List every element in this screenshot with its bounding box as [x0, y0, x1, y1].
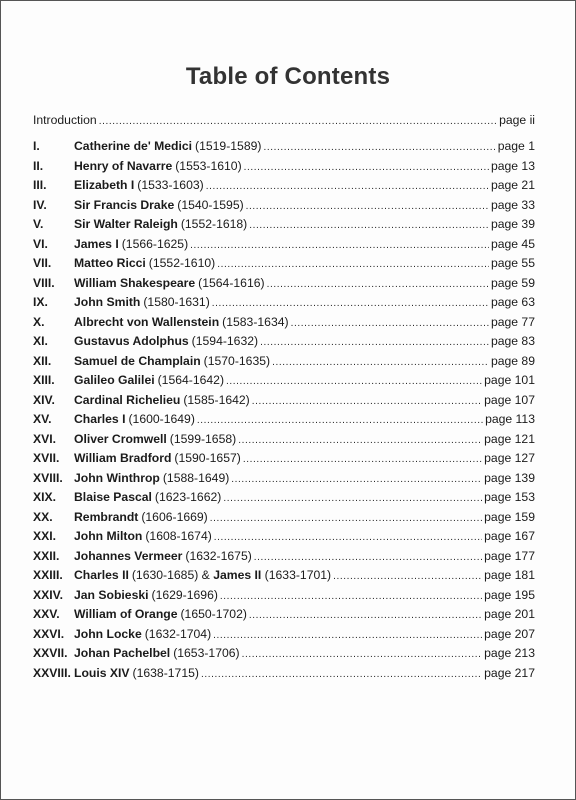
dot-leader [212, 293, 489, 314]
entry-number: XXIII. [33, 568, 63, 582]
entry-number: XV. [33, 412, 52, 426]
entry-number: VI. [33, 236, 48, 251]
toc-entry-row [33, 547, 535, 567]
entry-dates: (1583-1634) [222, 314, 289, 329]
entry-name: Rembrandt [74, 509, 139, 524]
entry-page: page 101 [484, 373, 535, 387]
toc-entry-row [33, 625, 535, 645]
toc-entry-row [33, 254, 535, 274]
toc-entry-row [33, 215, 535, 235]
entry-name: Albrecht von Wallenstein [74, 314, 220, 329]
toc-entry-row [33, 605, 535, 625]
toc-entry-row [33, 449, 535, 469]
entry-page: page 201 [484, 607, 535, 621]
entry-name: Henry of Navarre [74, 158, 173, 173]
entry-number: XIII. [33, 373, 55, 387]
entry-dates: (1653-1706) [173, 646, 240, 660]
toc-entry-row [33, 488, 535, 508]
entry-dates: (1553-1610) [175, 158, 242, 173]
entry-page: page 159 [484, 509, 535, 524]
entry-page: page 139 [484, 470, 535, 485]
entry-name: Catherine de' Medici [74, 139, 193, 153]
entry-number: IX. [33, 295, 48, 309]
entry-dates: (1585-1642) [183, 392, 250, 407]
entry-page: page 195 [484, 587, 535, 602]
dot-leader [291, 313, 489, 334]
entry-number: III. [33, 178, 47, 192]
toc-entry-row [33, 313, 535, 333]
entry-page: page 181 [484, 568, 535, 582]
entry-page: page 127 [484, 451, 535, 465]
toc-entry-row [33, 137, 535, 157]
entry-name: William Bradford [74, 451, 172, 465]
entry-number: XVI. [33, 431, 57, 446]
entry-name-secondary: James II [213, 568, 262, 582]
entry-dates: (1638-1715) [132, 665, 199, 680]
page-title: Table of Contents [185, 63, 391, 90]
dot-leader [244, 157, 489, 178]
dot-leader [206, 176, 489, 197]
dot-leader [249, 605, 482, 626]
toc-entry-row [33, 352, 535, 372]
toc-entry-row [33, 469, 535, 489]
entry-number: VII. [33, 256, 52, 270]
entry-name: Samuel de Champlain [74, 353, 201, 368]
entry-page: page 59 [490, 275, 535, 290]
introduction-label: Introduction [33, 113, 97, 127]
introduction-page: page ii [499, 113, 535, 127]
entry-dates: (1650-1702) [180, 607, 247, 621]
dot-leader [272, 352, 489, 373]
entry-name: Gustavus Adolphus [74, 334, 189, 348]
entry-name: Blaise Pascal [74, 490, 152, 504]
table-of-contents [33, 111, 535, 683]
entry-number: V. [33, 217, 44, 231]
dot-leader [214, 527, 482, 548]
entry-number: XXVII. [33, 646, 68, 660]
dot-leader [260, 332, 489, 353]
entry-name: John Winthrop [74, 470, 160, 485]
entry-dates: (1632-1704) [144, 626, 212, 641]
entry-page: page 13 [490, 158, 535, 173]
dot-leader [249, 215, 489, 236]
entry-page: page 107 [484, 392, 535, 407]
dot-leader [243, 449, 482, 470]
entry-name: Sir Francis Drake [74, 197, 175, 212]
entry-number: XXIV. [33, 587, 64, 602]
dot-leader [210, 508, 482, 529]
dot-leader [99, 111, 497, 131]
entry-number: XXII. [33, 548, 60, 563]
dot-leader [197, 410, 483, 431]
entry-page: page 39 [490, 217, 535, 231]
entry-page: page 33 [490, 197, 535, 212]
entry-page: page 153 [484, 490, 535, 504]
dot-leader [220, 586, 482, 607]
entry-name: James I [74, 236, 119, 251]
dot-leader [223, 488, 482, 509]
toc-entry-row [33, 430, 535, 450]
entry-page: page 121 [484, 431, 535, 446]
entry-dates: (1588-1649) [162, 470, 230, 485]
dot-leader [267, 274, 489, 295]
toc-entry-row [33, 196, 535, 216]
toc-entry-row [33, 371, 535, 391]
dot-leader [252, 391, 482, 412]
entry-dates: (1600-1649) [128, 412, 195, 426]
entry-name: Jan Sobieski [74, 587, 149, 602]
toc-entry-row [33, 644, 535, 664]
entry-dates: (1564-1642) [157, 373, 225, 387]
entry-dates: (1570-1635) [203, 353, 271, 368]
entry-dates: (1629-1696) [151, 587, 218, 602]
entry-dates: (1630-1685) & James II (1633-1701) [131, 568, 332, 582]
dot-leader [231, 469, 482, 490]
entry-number: XXVI. [33, 626, 65, 641]
dot-leader [213, 625, 482, 646]
entry-dates: (1580-1631) [143, 295, 210, 309]
entry-page: page 113 [485, 412, 535, 426]
entry-name: Cardinal Richelieu [74, 392, 181, 407]
toc-entry-row [33, 332, 535, 352]
dot-leader [242, 644, 483, 665]
entry-dates: (1599-1658) [169, 431, 237, 446]
entry-number: XI. [33, 334, 48, 348]
entry-page: page 55 [490, 256, 535, 270]
dot-leader [201, 664, 482, 685]
entry-number: XX. [33, 509, 53, 524]
entry-name: Johannes Vermeer [74, 548, 183, 563]
entry-name: John Locke [74, 626, 142, 641]
entry-name: Sir Walter Raleigh [74, 217, 178, 231]
toc-entry-row [33, 527, 535, 547]
entry-number: XII. [33, 353, 52, 368]
entry-name: Louis XIV [74, 665, 130, 680]
entry-dates: (1606-1669) [141, 509, 208, 524]
entry-name: Galileo Galilei [74, 373, 155, 387]
entry-number: XXV. [33, 607, 60, 621]
entry-dates: (1540-1595) [177, 197, 244, 212]
toc-entry-row [33, 508, 535, 528]
entry-number: XXI. [33, 529, 57, 543]
entry-page: page 177 [484, 548, 535, 563]
entry-dates: (1632-1675) [185, 548, 252, 563]
entry-number: XIX. [33, 490, 57, 504]
toc-entry-row [33, 410, 535, 430]
entry-name: Charles II [74, 568, 129, 582]
entry-page: page 83 [490, 334, 535, 348]
toc-entry-row [33, 235, 535, 255]
entry-name: Johan Pachelbel [74, 646, 171, 660]
toc-entry-row [33, 586, 535, 606]
entry-page: page 1 [497, 139, 535, 153]
entry-page: page 77 [490, 314, 535, 329]
toc-introduction-row [33, 111, 535, 137]
dot-leader [238, 430, 482, 451]
entry-name: John Milton [74, 529, 143, 543]
entry-dates: (1623-1662) [154, 490, 222, 504]
entry-dates: (1566-1625) [121, 236, 189, 251]
dot-leader [190, 235, 489, 256]
dot-leader [217, 254, 489, 275]
entry-name: William Shakespeare [74, 275, 196, 290]
entry-page: page 63 [490, 295, 535, 309]
entry-page: page 89 [490, 353, 535, 368]
entry-dates: (1608-1674) [145, 529, 212, 543]
dot-leader [246, 196, 489, 217]
toc-entry-row [33, 664, 535, 684]
entry-number: II. [33, 158, 44, 173]
entry-dates: (1533-1603) [137, 178, 204, 192]
toc-entry-row [33, 176, 535, 196]
entry-page: page 21 [490, 178, 535, 192]
entry-name: Charles I [74, 412, 126, 426]
entry-dates: (1552-1618) [180, 217, 248, 231]
entry-dates: (1519-1589) [195, 139, 262, 153]
entry-number: XXVIII. [33, 665, 71, 680]
entry-name: Oliver Cromwell [74, 431, 167, 446]
entry-name: John Smith [74, 295, 141, 309]
toc-entry-row [33, 293, 535, 313]
entry-dates: (1590-1657) [174, 451, 241, 465]
dot-leader [226, 371, 482, 392]
entry-name: William of Orange [74, 607, 178, 621]
toc-entry-row [33, 157, 535, 177]
entry-number: XVII. [33, 451, 60, 465]
dot-leader [263, 137, 495, 158]
entry-name: Matteo Ricci [74, 256, 146, 270]
entry-number: XVIII. [33, 470, 63, 485]
toc-entry-row [33, 566, 535, 586]
entry-number: I. [33, 139, 40, 153]
entry-number: XIV. [33, 392, 55, 407]
entry-number: IV. [33, 197, 47, 212]
toc-entry-row [33, 391, 535, 411]
entry-number: X. [33, 314, 45, 329]
entry-page: page 45 [490, 236, 535, 251]
dot-leader [333, 566, 482, 587]
entry-name: Elizabeth I [74, 178, 135, 192]
entry-number: VIII. [33, 275, 55, 290]
entry-dates: (1594-1632) [191, 334, 259, 348]
entry-page: page 217 [484, 665, 535, 680]
entry-dates: (1564-1616) [198, 275, 265, 290]
entry-page: page 207 [484, 626, 535, 641]
dot-leader [254, 547, 482, 568]
entry-page: page 213 [484, 646, 535, 660]
toc-entry-row [33, 274, 535, 294]
entry-page: page 167 [484, 529, 535, 543]
entry-dates: (1552-1610) [148, 256, 216, 270]
